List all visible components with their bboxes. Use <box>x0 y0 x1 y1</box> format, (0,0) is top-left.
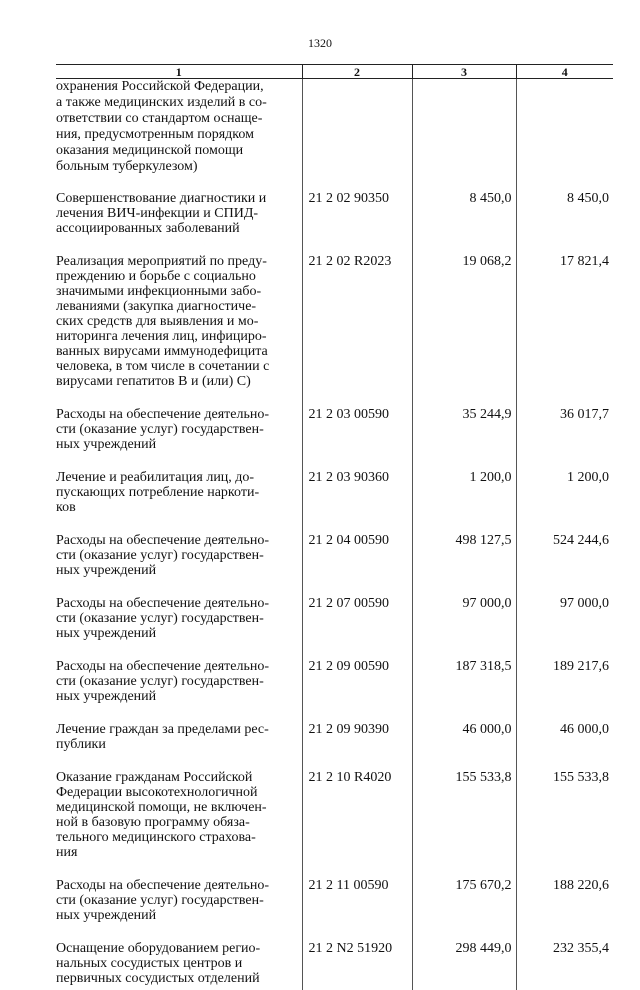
row-description <box>56 596 302 659</box>
description-line: ной в базовую программу обяза- <box>56 815 296 830</box>
row-amount-col3: 1 200,0 <box>412 470 516 533</box>
description-line: Лечение граждан за пределами рес- <box>56 722 296 737</box>
description-line: тельного медицинского страхова- <box>56 830 296 845</box>
description-line: Реализация мероприятий по преду- <box>56 254 296 269</box>
table-row <box>56 941 613 990</box>
row-description <box>56 191 302 254</box>
description-line: охранения Российской Федерации, <box>56 79 296 95</box>
table-row <box>56 596 613 659</box>
table-row <box>56 533 613 596</box>
row-description <box>56 470 302 533</box>
row-amount-col3: 35 244,9 <box>412 407 516 470</box>
row-code <box>302 79 412 192</box>
row-description <box>56 770 302 878</box>
description-line: ния <box>56 845 296 860</box>
description-line: Федерации высокотехнологичной <box>56 785 296 800</box>
page-number: 1320 <box>0 36 640 51</box>
row-amount-col3: 175 670,2 <box>412 878 516 941</box>
table-row <box>56 191 613 254</box>
row-code: 21 2 11 00590 <box>302 878 412 941</box>
description-line: оказания медицинской помощи <box>56 143 296 159</box>
budget-table <box>56 64 613 990</box>
description-line: преждению и борьбе с социально <box>56 269 296 284</box>
row-description <box>56 254 302 407</box>
row-amount-col4: 189 217,6 <box>516 659 613 722</box>
description-line: Расходы на обеспечение деятельно- <box>56 533 296 548</box>
table-body <box>56 79 613 990</box>
description-line: Расходы на обеспечение деятельно- <box>56 596 296 611</box>
header-col-2: 2 <box>302 65 412 79</box>
header-col-3: 3 <box>412 65 516 79</box>
row-amount-col4 <box>516 79 613 192</box>
row-description <box>56 533 302 596</box>
header-col-1: 1 <box>56 65 302 79</box>
description-line: медицинской помощи, не включен- <box>56 800 296 815</box>
row-amount-col4: 188 220,6 <box>516 878 613 941</box>
description-line: ков <box>56 500 296 515</box>
description-line: вирусами гепатитов В и (или) С) <box>56 374 296 389</box>
description-line: нальных сосудистых центров и <box>56 956 296 971</box>
description-line: ниторинга лечения лиц, инфициро- <box>56 329 296 344</box>
row-description <box>56 659 302 722</box>
row-amount-col4: 8 450,0 <box>516 191 613 254</box>
row-amount-col4: 232 355,4 <box>516 941 613 990</box>
row-description <box>56 722 302 770</box>
row-code: 21 2 03 00590 <box>302 407 412 470</box>
description-line: ассоциированных заболеваний <box>56 221 296 236</box>
description-line: больным туберкулезом) <box>56 159 296 175</box>
row-amount-col4: 17 821,4 <box>516 254 613 407</box>
description-line: леваниями (закупка диагностиче- <box>56 299 296 314</box>
row-amount-col4: 524 244,6 <box>516 533 613 596</box>
description-line: публики <box>56 737 296 752</box>
description-line: сти (оказание услуг) государствен- <box>56 611 296 626</box>
description-line: ответствии со стандартом оснаще- <box>56 111 296 127</box>
description-line: первичных сосудистых отделений <box>56 971 296 986</box>
description-line: ских средств для выявления и мо- <box>56 314 296 329</box>
row-amount-col3: 498 127,5 <box>412 533 516 596</box>
row-amount-col3: 46 000,0 <box>412 722 516 770</box>
description-line: сти (оказание услуг) государствен- <box>56 893 296 908</box>
description-line: Расходы на обеспечение деятельно- <box>56 659 296 674</box>
table-row <box>56 722 613 770</box>
description-line: Лечение и реабилитация лиц, до- <box>56 470 296 485</box>
table-row <box>56 470 613 533</box>
description-line: ванных вирусами иммунодефицита <box>56 344 296 359</box>
row-code: 21 2 02 90350 <box>302 191 412 254</box>
description-line: пускающих потребление наркоти- <box>56 485 296 500</box>
row-amount-col3: 298 449,0 <box>412 941 516 990</box>
table-row <box>56 407 613 470</box>
row-code: 21 2 04 00590 <box>302 533 412 596</box>
table-row <box>56 659 613 722</box>
table-row <box>56 878 613 941</box>
header-col-4: 4 <box>516 65 613 79</box>
description-line: а также медицинских изделий в со- <box>56 95 296 111</box>
row-code: 21 2 09 00590 <box>302 659 412 722</box>
row-amount-col4: 1 200,0 <box>516 470 613 533</box>
description-line: Совершенствование диагностики и <box>56 191 296 206</box>
row-code: 21 2 07 00590 <box>302 596 412 659</box>
row-code: 21 2 10 R4020 <box>302 770 412 878</box>
description-line: ных учреждений <box>56 908 296 923</box>
row-amount-col4: 155 533,8 <box>516 770 613 878</box>
row-code: 21 2 N2 51920 <box>302 941 412 990</box>
row-amount-col3: 97 000,0 <box>412 596 516 659</box>
row-amount-col3: 19 068,2 <box>412 254 516 407</box>
row-code: 21 2 09 90390 <box>302 722 412 770</box>
row-description <box>56 878 302 941</box>
row-description <box>56 941 302 990</box>
row-amount-col4: 97 000,0 <box>516 596 613 659</box>
row-amount-col4: 36 017,7 <box>516 407 613 470</box>
description-line: Расходы на обеспечение деятельно- <box>56 407 296 422</box>
description-line: Оснащение оборудованием регио- <box>56 941 296 956</box>
description-line: ных учреждений <box>56 626 296 641</box>
row-amount-col3: 155 533,8 <box>412 770 516 878</box>
row-amount-col3: 187 318,5 <box>412 659 516 722</box>
description-line: ния, предусмотренным порядком <box>56 127 296 143</box>
description-line: лечения ВИЧ-инфекции и СПИД- <box>56 206 296 221</box>
description-line: сти (оказание услуг) государствен- <box>56 548 296 563</box>
table-row <box>56 254 613 407</box>
row-description <box>56 407 302 470</box>
description-line: ных учреждений <box>56 689 296 704</box>
description-line: Расходы на обеспечение деятельно- <box>56 878 296 893</box>
description-line: значимыми инфекционными забо- <box>56 284 296 299</box>
description-line: сти (оказание услуг) государствен- <box>56 674 296 689</box>
row-amount-col3 <box>412 79 516 192</box>
table-row-continuation <box>56 79 613 192</box>
row-code: 21 2 03 90360 <box>302 470 412 533</box>
description-line: сти (оказание услуг) государствен- <box>56 422 296 437</box>
row-description <box>56 79 302 192</box>
row-code: 21 2 02 R2023 <box>302 254 412 407</box>
description-line: Оказание гражданам Российской <box>56 770 296 785</box>
table-row <box>56 770 613 878</box>
description-line: человека, в том числе в сочетании с <box>56 359 296 374</box>
table-header <box>56 65 613 79</box>
description-line: ных учреждений <box>56 563 296 578</box>
row-amount-col4: 46 000,0 <box>516 722 613 770</box>
row-amount-col3: 8 450,0 <box>412 191 516 254</box>
description-line: ных учреждений <box>56 437 296 452</box>
